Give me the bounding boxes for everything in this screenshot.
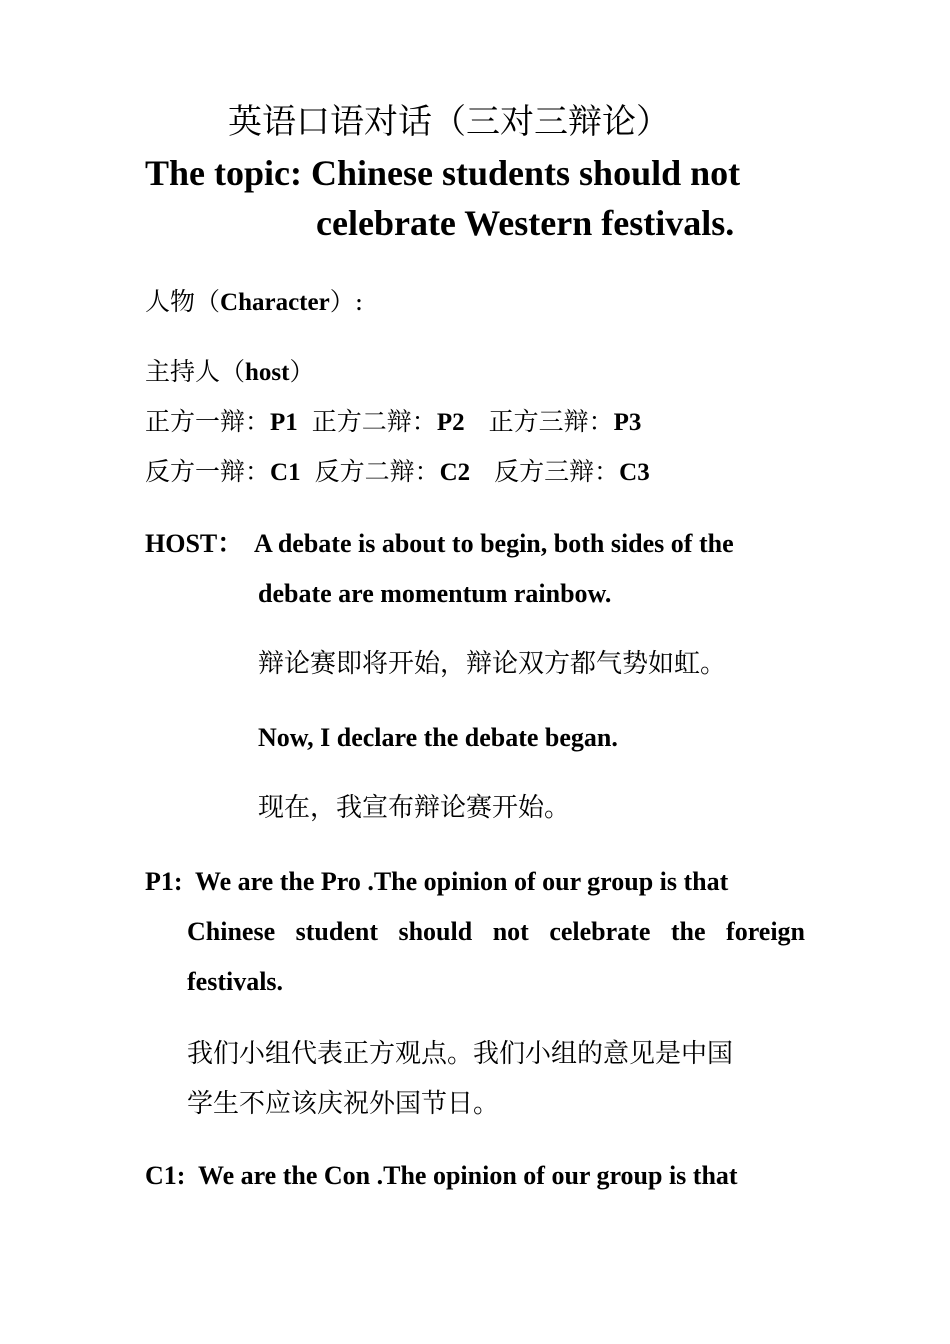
p1-speaker-label: P1: xyxy=(145,867,183,896)
p1-chinese-line-1: 我们小组代表正方观点。我们小组的意见是中国 xyxy=(187,1039,734,1069)
characters-label-cn: 人物（ xyxy=(145,287,221,316)
con-role-3 xyxy=(494,454,650,491)
characters-label-en: Character xyxy=(220,289,330,316)
p1-chinese-line-2: 学生不应该庆祝外国节日。 xyxy=(187,1089,500,1119)
characters-label-end: ）: xyxy=(329,287,364,316)
host-role xyxy=(145,354,315,391)
host-chinese-line-2: 现在，我宣布辩论赛开始。 xyxy=(258,793,571,823)
topic-line-2: celebrate Western festivals. xyxy=(316,203,735,243)
con-role-2-label: 反方二辩： xyxy=(314,457,440,486)
con-role-2-code: C2 xyxy=(439,459,471,486)
c1-speaker-label: C1: xyxy=(145,1161,186,1190)
characters-heading xyxy=(145,284,363,321)
host-english-line-2: debate are momentum rainbow. xyxy=(258,579,612,608)
p1-english-line-1: We are the Pro .The opinion of our group is that xyxy=(195,867,729,896)
pro-role-2-label: 正方二辩： xyxy=(311,407,437,436)
pro-role-1 xyxy=(145,404,298,441)
con-role-1-label: 反方一辩： xyxy=(145,457,271,486)
host-speaker-label: HOST： xyxy=(145,529,244,558)
pro-role-2 xyxy=(312,404,465,441)
host-english-line-1: A debate is about to begin, both sides of the xyxy=(254,529,734,558)
host-role-end: ） xyxy=(289,357,315,386)
host-role-cn: 主持人（ xyxy=(145,357,246,386)
pro-role-3 xyxy=(489,404,642,441)
c1-english-line-1: We are the Con .The opinion of our group is that xyxy=(198,1161,738,1190)
con-role-3-code: C3 xyxy=(619,459,650,486)
host-english-line-3: Now, I declare the debate began. xyxy=(258,723,618,752)
host-chinese-line-1: 辩论赛即将开始，辩论双方都气势如虹。 xyxy=(258,649,727,679)
pro-role-2-code: P2 xyxy=(436,409,465,436)
con-role-1-code: C1 xyxy=(270,459,301,486)
document-title-chinese: 英语口语对话（三对三辩论） xyxy=(228,102,670,142)
p1-english-line-3: festivals. xyxy=(187,967,284,996)
pro-side-roles xyxy=(145,404,641,441)
con-role-2 xyxy=(315,454,471,491)
pro-role-3-label: 正方三辩： xyxy=(488,407,614,436)
topic-line-1: The topic: Chinese students should not xyxy=(145,153,741,193)
pro-role-1-code: P1 xyxy=(270,409,298,436)
host-role-en: host xyxy=(245,359,290,386)
p1-english-line-2: Chinese student should not celebrate the foreign xyxy=(187,917,805,946)
con-role-3-label: 反方三辩： xyxy=(494,457,620,486)
pro-role-1-label: 正方一辩： xyxy=(145,407,271,436)
con-side-roles xyxy=(145,454,650,491)
pro-role-3-code: P3 xyxy=(613,409,642,436)
con-role-1 xyxy=(145,454,301,491)
